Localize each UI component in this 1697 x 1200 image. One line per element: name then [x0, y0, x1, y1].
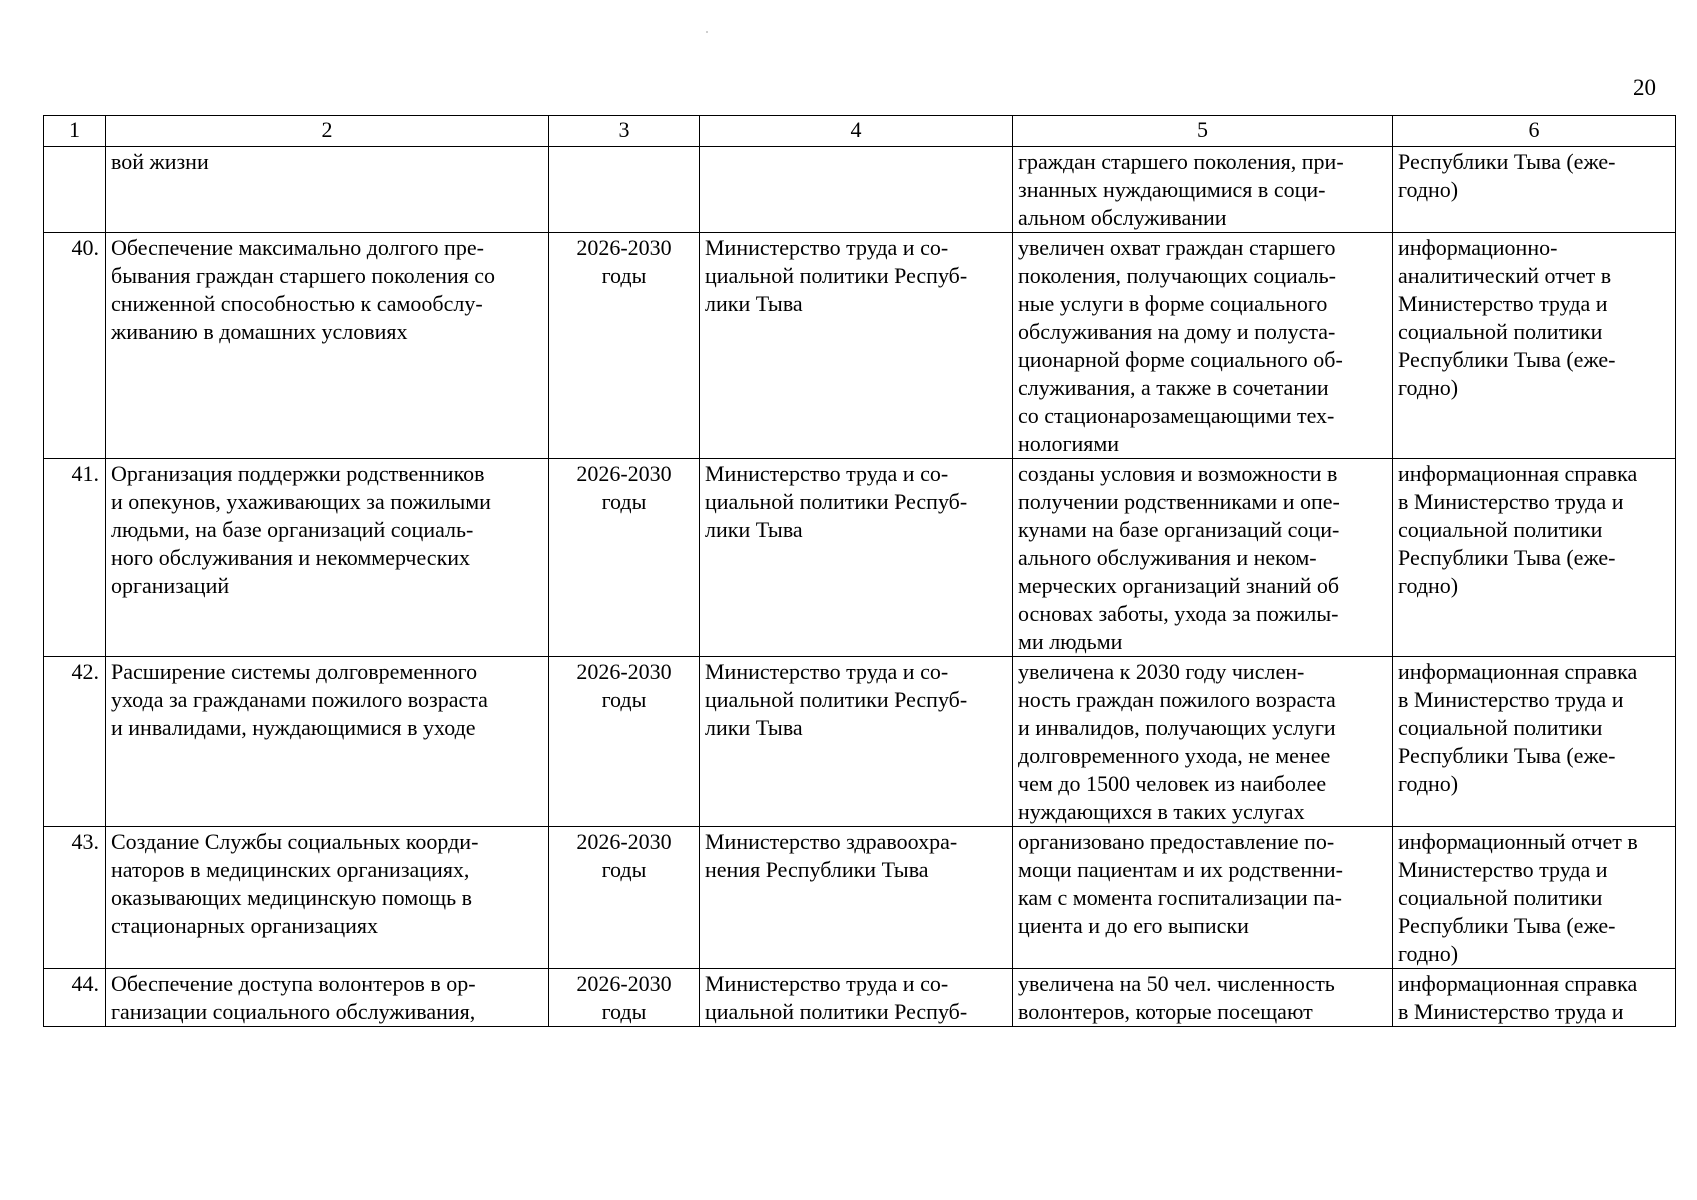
event-cell — [106, 657, 549, 827]
control-text: информационно- аналитический отчет в Министерство труда и социальной политики Республики Тыва (еже- годно) — [1398, 235, 1616, 400]
executor-cell — [700, 147, 1013, 233]
event-cell — [106, 233, 549, 459]
table-row — [44, 147, 1676, 233]
event-text: Организация поддержки родственников и опекунов, ухаживающих за пожилыми людьми, на базе организаций социаль- ного обслуживания и некоммерческих организаций — [111, 461, 491, 598]
control-cell — [1393, 969, 1676, 1027]
control-cell — [1393, 233, 1676, 459]
term-text: 2026-2030 годы — [576, 659, 672, 712]
column-header: 2 — [106, 116, 549, 147]
executor-text: Министерство труда и со- циальной политики Респуб- — [705, 971, 968, 1024]
control-text: информационная справка в Министерство труда и социальной политики Республики Тыва (еже- годно) — [1398, 461, 1638, 598]
executor-cell — [700, 657, 1013, 827]
row-number: 44. — [44, 969, 106, 1027]
executor-text: Министерство труда и со- циальной политики Респуб- лики Тыва — [705, 235, 968, 316]
page-number: 20 — [1633, 75, 1656, 100]
executor-cell — [700, 969, 1013, 1027]
column-header: 6 — [1393, 116, 1676, 147]
event-cell — [106, 827, 549, 969]
column-header: 3 — [549, 116, 700, 147]
result-cell — [1013, 657, 1393, 827]
term-text: 2026-2030 годы — [576, 235, 672, 288]
term-cell — [549, 657, 700, 827]
row-number: 42. — [44, 657, 106, 827]
executor-cell — [700, 827, 1013, 969]
scan-artifact — [706, 31, 708, 33]
control-cell — [1393, 459, 1676, 657]
result-text: граждан старшего поколения, при- знанных нуждающимися в соци- альном обслуживании — [1018, 149, 1344, 230]
event-text: Обеспечение максимально долгого пре- бывания граждан старшего поколения со сниженной способностью к самообслу- живанию в домашних условиях — [111, 235, 496, 344]
control-cell — [1393, 657, 1676, 827]
term-cell — [549, 827, 700, 969]
term-cell — [549, 233, 700, 459]
row-number: 40. — [44, 233, 106, 459]
column-header: 1 — [44, 116, 106, 147]
term-cell — [549, 459, 700, 657]
term-cell — [549, 147, 700, 233]
event-text: Расширение системы долговременного ухода за гражданами пожилого возраста и инвалидами, нуждающимися в уходе — [111, 659, 488, 740]
table-header-row — [44, 116, 1676, 147]
term-text: 2026-2030 годы — [576, 461, 672, 514]
event-cell — [106, 969, 549, 1027]
table-row — [44, 827, 1676, 969]
row-number — [44, 147, 106, 233]
event-text: Создание Службы социальных коорди- наторов в медицинских организациях, оказывающих медицинскую помощь в стационарных организациях — [111, 829, 479, 938]
result-cell — [1013, 969, 1393, 1027]
result-text: созданы условия и возможности в получении родственниками и опе- кунами на базе организаций соци- ального обслуживания и неком- мерческих организаций знаний об основах заботы, ухода за пожилы- ми людьми — [1018, 461, 1340, 654]
result-cell — [1013, 147, 1393, 233]
term-cell — [549, 969, 700, 1027]
table-row — [44, 969, 1676, 1027]
control-text: информационный отчет в Министерство труда и социальной политики Республики Тыва (еже- годно) — [1398, 829, 1638, 966]
table-row — [44, 657, 1676, 827]
result-text: увеличен охват граждан старшего поколения, получающих социаль- ные услуги в форме социального обслуживания на дому и полуста- ционарной форме социального об- служивания, а также в сочетании со стационарозамещающими тех- нологиями — [1018, 235, 1343, 456]
control-cell — [1393, 147, 1676, 233]
event-text: вой жизни — [111, 149, 209, 174]
executor-text: Министерство здравоохра- нения Республики Тыва — [705, 829, 958, 882]
table-row — [44, 233, 1676, 459]
result-cell — [1013, 459, 1393, 657]
executor-cell — [700, 459, 1013, 657]
executor-text: Министерство труда и со- циальной политики Респуб- лики Тыва — [705, 659, 968, 740]
result-text: увеличена к 2030 году числен- ность граждан пожилого возраста и инвалидов, получающих услуги долговременного ухода, не менее чем до 1500 человек из наиболее нуждающихся в таких услугах — [1018, 659, 1336, 824]
control-text: Республики Тыва (еже- годно) — [1398, 149, 1616, 202]
result-text: организовано предоставление по- мощи пациентам и их родственни- кам с момента госпитализации па- циента и до его выписки — [1018, 829, 1343, 938]
control-text: информационная справка в Министерство труда и — [1398, 971, 1638, 1024]
executor-cell — [700, 233, 1013, 459]
row-number: 43. — [44, 827, 106, 969]
result-text: увеличена на 50 чел. численность волонтеров, которые посещают — [1018, 971, 1335, 1024]
table-row — [44, 459, 1676, 657]
column-header: 5 — [1013, 116, 1393, 147]
term-text: 2026-2030 годы — [576, 829, 672, 882]
executor-text: Министерство труда и со- циальной политики Респуб- лики Тыва — [705, 461, 968, 542]
control-text: информационная справка в Министерство труда и социальной политики Республики Тыва (еже- годно) — [1398, 659, 1638, 796]
row-number: 41. — [44, 459, 106, 657]
result-cell — [1013, 233, 1393, 459]
term-text: 2026-2030 годы — [576, 971, 672, 1024]
column-header: 4 — [700, 116, 1013, 147]
event-cell — [106, 459, 549, 657]
event-cell — [106, 147, 549, 233]
result-cell — [1013, 827, 1393, 969]
event-text: Обеспечение доступа волонтеров в ор- ганизации социального обслуживания, — [111, 971, 476, 1024]
control-cell — [1393, 827, 1676, 969]
action-plan-table — [43, 115, 1676, 1027]
